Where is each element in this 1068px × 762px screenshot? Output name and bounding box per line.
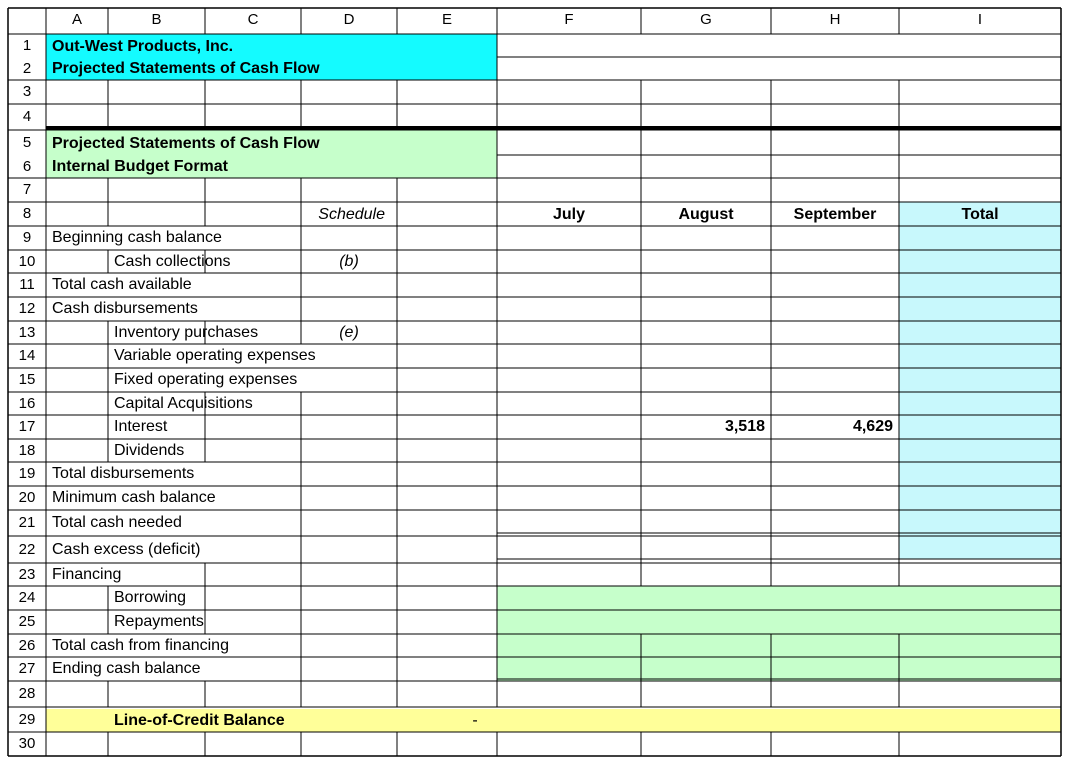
line-label-row-19[interactable]: Total disbursements: [52, 465, 195, 482]
column-header-b[interactable]: B: [151, 11, 162, 28]
row-number-20[interactable]: 20: [18, 489, 36, 506]
column-header-a[interactable]: A: [71, 11, 82, 28]
row-number-7[interactable]: 7: [22, 181, 32, 198]
line-label-row-26[interactable]: Total cash from financing: [52, 637, 229, 654]
column-header-f[interactable]: F: [564, 11, 574, 28]
row-number-12[interactable]: 12: [18, 300, 36, 317]
column-header-g[interactable]: G: [700, 11, 712, 28]
line-label-row-25[interactable]: Repayments: [114, 613, 204, 630]
line-label-row-24[interactable]: Borrowing: [114, 589, 187, 606]
row-number-11[interactable]: 11: [19, 276, 35, 293]
line-label-row-14[interactable]: Variable operating expenses: [114, 347, 316, 364]
row-number-3[interactable]: 3: [22, 83, 32, 100]
row-number-18[interactable]: 18: [18, 442, 36, 459]
row-number-9[interactable]: 9: [22, 229, 32, 246]
row-number-28[interactable]: 28: [18, 685, 36, 702]
row-number-25[interactable]: 25: [18, 613, 36, 630]
schedule-ref-row-10[interactable]: (b): [339, 253, 359, 270]
line-label-row-23[interactable]: Financing: [52, 566, 122, 583]
row-number-30[interactable]: 30: [18, 735, 36, 752]
row-number-5[interactable]: 5: [22, 134, 32, 151]
line-label-row-22[interactable]: Cash excess (deficit): [52, 541, 201, 558]
row-number-16[interactable]: 16: [18, 395, 36, 412]
column-header-i[interactable]: I: [977, 11, 983, 28]
row-number-29[interactable]: 29: [18, 711, 36, 728]
row-number-14[interactable]: 14: [18, 347, 36, 364]
line-label-row-13[interactable]: Inventory purchases: [114, 324, 259, 341]
row-number-4[interactable]: 4: [22, 108, 32, 125]
row-number-26[interactable]: 26: [18, 637, 36, 654]
line-label-row-18[interactable]: Dividends: [114, 442, 185, 459]
title-statement[interactable]: Projected Statements of Cash Flow: [52, 60, 320, 77]
line-label-row-27[interactable]: Ending cash balance: [52, 660, 201, 677]
month-header-july[interactable]: July: [552, 206, 585, 223]
row-number-24[interactable]: 24: [18, 589, 36, 606]
subtitle-format[interactable]: Internal Budget Format: [52, 158, 229, 175]
column-header-d[interactable]: D: [343, 11, 355, 28]
row-number-15[interactable]: 15: [18, 371, 36, 388]
row-number-21[interactable]: 21: [18, 514, 36, 531]
row-number-6[interactable]: 6: [22, 158, 32, 175]
line-label-row-10[interactable]: Cash collections: [114, 253, 231, 270]
line-of-credit-label[interactable]: Line-of-Credit Balance: [114, 712, 285, 729]
schedule-ref-row-13[interactable]: (e): [339, 324, 359, 341]
row-number-23[interactable]: 23: [18, 566, 36, 583]
month-header-august[interactable]: August: [678, 206, 734, 223]
line-label-row-15[interactable]: Fixed operating expenses: [114, 371, 298, 388]
row-number-8[interactable]: 8: [22, 205, 32, 222]
line-label-row-20[interactable]: Minimum cash balance: [52, 489, 216, 506]
line-label-row-12[interactable]: Cash disbursements: [52, 300, 198, 317]
line-label-row-11[interactable]: Total cash available: [52, 276, 192, 293]
august-value-row-17[interactable]: 3,518: [724, 418, 765, 435]
row-number-2[interactable]: 2: [22, 60, 32, 77]
month-header-september[interactable]: September: [793, 206, 877, 223]
row-number-27[interactable]: 27: [18, 660, 36, 677]
row-number-13[interactable]: 13: [18, 324, 36, 341]
line-label-row-17[interactable]: Interest: [114, 418, 168, 435]
column-header-e[interactable]: E: [441, 11, 452, 28]
row-number-19[interactable]: 19: [18, 465, 36, 482]
line-label-row-16[interactable]: Capital Acquisitions: [114, 395, 253, 412]
subtitle-statement[interactable]: Projected Statements of Cash Flow: [52, 135, 320, 152]
company-name[interactable]: Out-West Products, Inc.: [52, 38, 234, 55]
column-header-h[interactable]: H: [829, 11, 841, 28]
september-value-row-17[interactable]: 4,629: [852, 418, 893, 435]
row-number-22[interactable]: 22: [18, 541, 36, 558]
total-header[interactable]: Total: [961, 206, 999, 223]
schedule-header[interactable]: Schedule: [318, 206, 385, 223]
row-number-10[interactable]: 10: [18, 253, 36, 270]
line-label-row-9[interactable]: Beginning cash balance: [52, 229, 222, 246]
row-number-1[interactable]: 1: [22, 37, 32, 54]
row-number-17[interactable]: 17: [18, 418, 36, 435]
line-label-row-21[interactable]: Total cash needed: [52, 514, 182, 531]
line-of-credit-value[interactable]: -: [472, 712, 478, 729]
column-header-c[interactable]: C: [247, 11, 259, 28]
